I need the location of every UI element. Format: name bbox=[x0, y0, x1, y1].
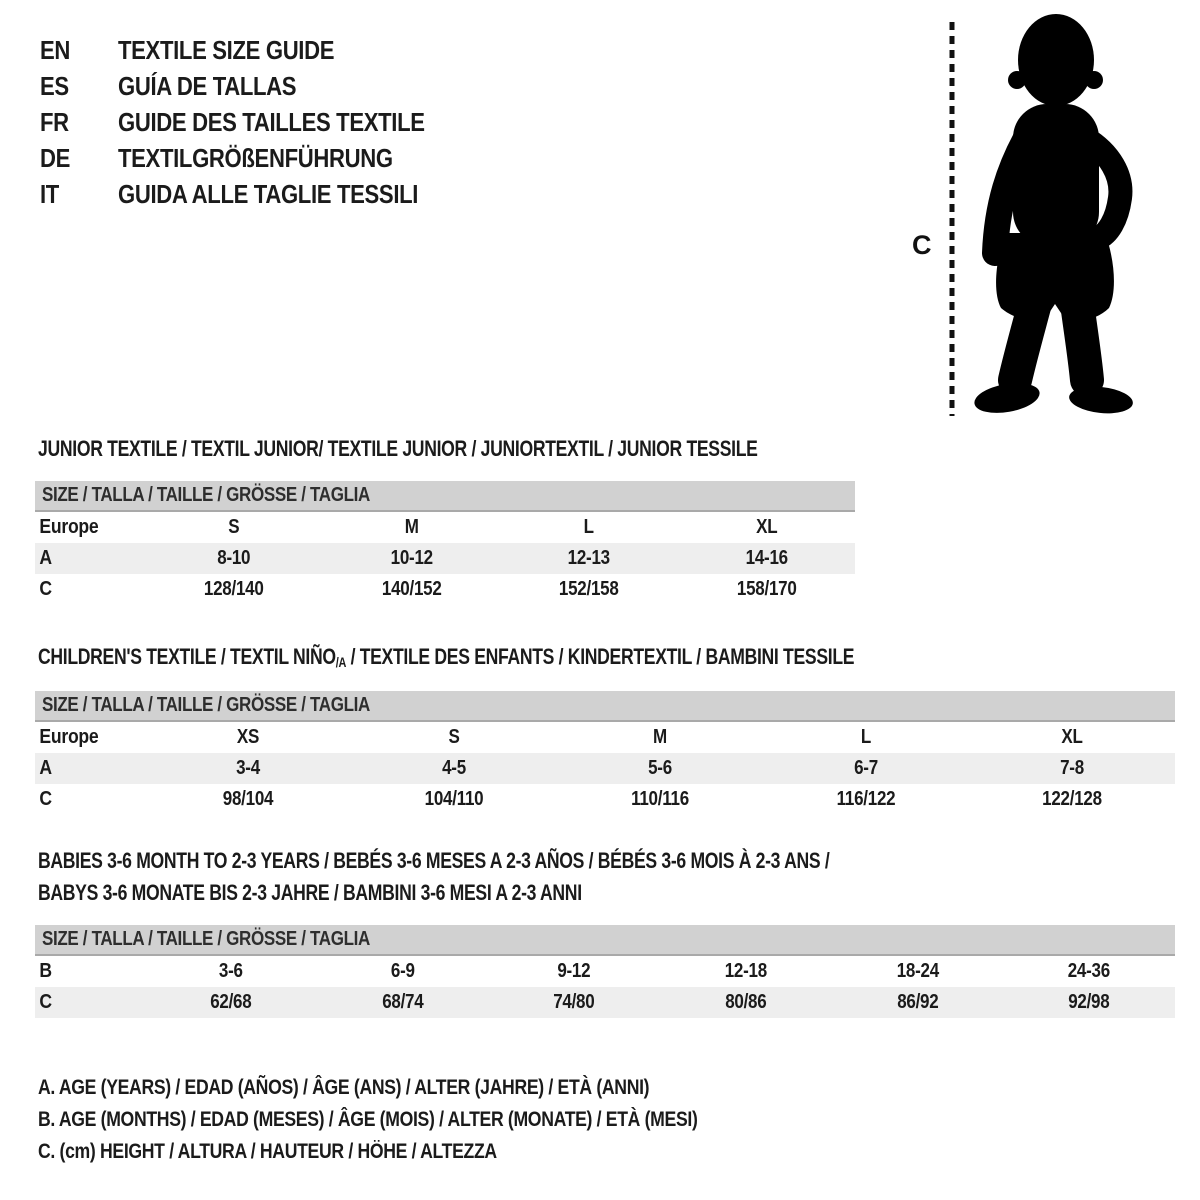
age-cell: 12-18 bbox=[724, 960, 767, 982]
children-section-title bbox=[38, 645, 1058, 669]
language-code: DE bbox=[40, 142, 71, 173]
height-cell: 104/110 bbox=[424, 788, 484, 810]
row-label: A bbox=[39, 547, 52, 569]
height-measure-figure bbox=[900, 8, 1160, 423]
language-code: IT bbox=[40, 178, 59, 209]
size-cell: S bbox=[228, 516, 240, 538]
size-header-label: SIZE / TALLA / TAILLE / GRÖSSE / TAGLIA bbox=[42, 928, 370, 950]
size-cell: XL bbox=[755, 516, 777, 538]
table-row bbox=[35, 753, 1175, 784]
age-cell: 7-8 bbox=[1060, 757, 1084, 779]
guide-title-es: GUÍA DE TALLAS bbox=[118, 70, 297, 101]
height-cell: 98/104 bbox=[222, 788, 274, 810]
table-row bbox=[35, 512, 855, 543]
age-cell: 18-24 bbox=[896, 960, 939, 982]
language-code: ES bbox=[40, 70, 69, 101]
row-label: C bbox=[39, 991, 52, 1013]
height-cell: 140/152 bbox=[381, 578, 442, 600]
footnote-a-text: A. AGE (YEARS) / EDAD (AÑOS) / ÂGE (ANS) / ALTER (JAHRE) / ETÀ (ANNI) bbox=[38, 1076, 650, 1099]
row-label: Europe bbox=[39, 516, 99, 538]
junior-section-title-text: JUNIOR TEXTILE / TEXTIL JUNIOR/ TEXTILE JUNIOR / JUNIORTEXTIL / JUNIOR TESSILE bbox=[38, 436, 758, 461]
age-cell: 24-36 bbox=[1068, 960, 1111, 982]
size-cell: L bbox=[583, 516, 594, 538]
footnote-b-text: B. AGE (MONTHS) / EDAD (MESES) / ÂGE (MOIS) / ALTER (MONATE) / ETÀ (MESI) bbox=[38, 1108, 698, 1131]
babies-section-title-text2: BABYS 3-6 MONATE BIS 2-3 JAHRE / BAMBINI 3-6 MESI A 2-3 ANNI bbox=[38, 880, 582, 905]
age-cell: 4-5 bbox=[442, 757, 466, 779]
table-row bbox=[35, 956, 1175, 987]
age-cell: 8-10 bbox=[217, 547, 251, 569]
guide-title-en: TEXTILE SIZE GUIDE bbox=[118, 34, 335, 65]
row-label: C bbox=[39, 788, 52, 810]
age-cell: 14-16 bbox=[745, 547, 788, 569]
height-measure-label: C bbox=[912, 230, 932, 260]
height-cell: 128/140 bbox=[203, 578, 264, 600]
language-row-it bbox=[40, 176, 479, 212]
row-label: C bbox=[39, 578, 52, 600]
children-size-header-bar bbox=[35, 691, 1175, 722]
footnote-c bbox=[38, 1136, 823, 1168]
language-row-en bbox=[40, 32, 479, 68]
size-cell: S bbox=[448, 726, 460, 748]
guide-title-fr: GUIDE DES TAILLES TEXTILE bbox=[118, 106, 425, 137]
table-row bbox=[35, 543, 855, 574]
height-cell: 74/80 bbox=[553, 991, 595, 1013]
height-cell: 68/74 bbox=[381, 991, 424, 1013]
children-section-title-text: CHILDREN'S TEXTILE / TEXTIL $NIÑO_{/A}$ / TEXTILE DES ENFANTS / KINDERTEXTIL / BAMBINI TESSILE bbox=[38, 644, 855, 670]
footnote-c-text: C. (cm) HEIGHT / ALTURA / HAUTEUR / HÖHE / ALTEZZA bbox=[38, 1140, 497, 1163]
height-cell: 92/98 bbox=[1068, 991, 1110, 1013]
babies-section-title-text1: BABIES 3-6 MONTH TO 2-3 YEARS / BEBÉS 3-6 MESES A 2-3 AÑOS / BÉBÉS 3-6 MOIS À 2-3 ANS / bbox=[38, 848, 830, 873]
age-cell: 10-12 bbox=[390, 547, 433, 569]
babies-size-header-bar bbox=[35, 925, 1175, 956]
language-row-es bbox=[40, 68, 479, 104]
babies-size-table bbox=[35, 925, 1175, 1018]
height-cell: 152/158 bbox=[558, 578, 619, 600]
size-header-label: SIZE / TALLA / TAILLE / GRÖSSE / TAGLIA bbox=[42, 694, 370, 716]
language-row-de bbox=[40, 140, 479, 176]
table-row bbox=[35, 987, 1175, 1018]
size-cell: L bbox=[860, 726, 872, 748]
guide-title-de: TEXTILGRÖßENFÜHRUNG bbox=[118, 142, 393, 173]
height-cell: 110/116 bbox=[631, 788, 689, 810]
language-code: EN bbox=[40, 34, 71, 65]
babies-section-title-line1 bbox=[38, 849, 1027, 873]
size-cell: XL bbox=[1061, 726, 1083, 748]
table-row bbox=[35, 784, 1175, 815]
height-cell: 158/170 bbox=[736, 578, 797, 600]
age-cell: 12-13 bbox=[567, 547, 610, 569]
age-cell: 9-12 bbox=[557, 960, 591, 982]
age-cell: 6-7 bbox=[854, 757, 878, 779]
row-label: Europe bbox=[39, 726, 99, 748]
table-row bbox=[35, 574, 855, 605]
junior-section-title bbox=[38, 437, 937, 461]
junior-size-table bbox=[35, 481, 855, 605]
table-row bbox=[35, 722, 1175, 753]
height-cell: 80/86 bbox=[725, 991, 767, 1013]
guide-title-it: GUIDA ALLE TAGLIE TESSILI bbox=[118, 178, 419, 209]
size-header-label: SIZE / TALLA / TAILLE / GRÖSSE / TAGLIA bbox=[42, 484, 370, 506]
size-cell: M bbox=[404, 516, 419, 538]
footnote-legend bbox=[38, 1072, 823, 1168]
babies-section-title-line2 bbox=[38, 881, 718, 905]
age-cell: 6-9 bbox=[390, 960, 415, 982]
row-label: B bbox=[39, 960, 52, 982]
toddler-silhouette-icon bbox=[972, 14, 1134, 418]
age-cell: 5-6 bbox=[648, 757, 672, 779]
height-cell: 116/122 bbox=[836, 788, 896, 810]
language-code: FR bbox=[40, 106, 69, 137]
junior-size-header-bar bbox=[35, 481, 855, 512]
size-cell: XS bbox=[236, 726, 260, 748]
row-label: A bbox=[39, 757, 52, 779]
footnote-a bbox=[38, 1072, 823, 1104]
age-cell: 3-6 bbox=[218, 960, 243, 982]
children-size-table bbox=[35, 691, 1175, 815]
height-cell: 86/92 bbox=[896, 991, 939, 1013]
footnote-b bbox=[38, 1104, 823, 1136]
size-cell: M bbox=[653, 726, 667, 748]
age-cell: 3-4 bbox=[236, 757, 260, 779]
language-title-list bbox=[40, 32, 479, 212]
height-cell: 122/128 bbox=[1042, 788, 1102, 810]
height-cell: 62/68 bbox=[210, 991, 252, 1013]
language-row-fr bbox=[40, 104, 479, 140]
